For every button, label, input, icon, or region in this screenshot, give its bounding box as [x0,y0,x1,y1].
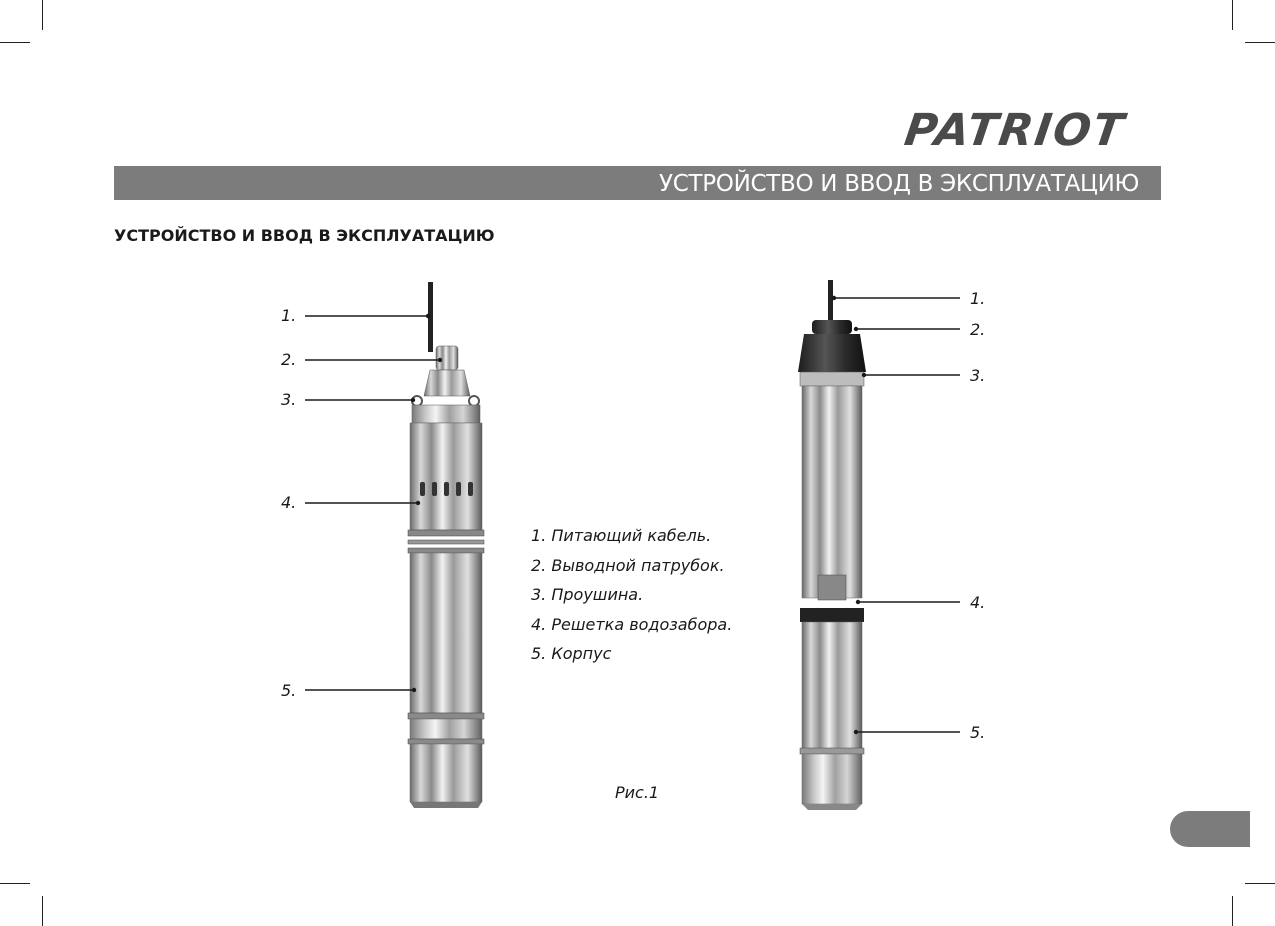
outlet-pipe [812,320,852,334]
legend-item: 5. Корпус [531,644,612,663]
left-callout-3: 3. [281,390,297,409]
right-callout-5: 5. [970,723,986,742]
figure-legend [531,521,732,669]
right-callout-4: 4. [970,593,986,612]
left-callout-1: 1. [281,306,297,325]
left-callout-5: 5. [281,681,297,700]
legend-item: 4. Решетка водозабора. [531,614,733,634]
left-pump [408,282,484,808]
page-number-tab [1170,811,1250,847]
banner-title: УСТРОЙСТВО И ВВОД В ЭКСПЛУАТАЦИЮ [658,171,1139,197]
figure-caption: Рис.1 [615,783,660,802]
section-heading: УСТРОЙСТВО И ВВОД В ЭКСПЛУАТАЦИЮ [114,226,495,245]
patriot-logo: PATRIOT [901,105,1129,156]
legend-item: 3. Проушина. [531,585,644,604]
intake-grille [818,575,846,600]
right-callout-2: 2. [970,320,986,339]
left-callout-4: 4. [281,493,297,512]
lifting-eye [800,372,864,386]
legend-item: 1. Питающий кабель. [531,526,712,545]
right-callout-1: 1. [970,289,986,308]
power-cable [828,280,833,320]
pump-body [410,553,482,713]
left-callout-2: 2. [281,350,297,369]
legend-item: 2. Выводной патрубок. [531,555,725,575]
pump-body [802,622,862,752]
right-callout-3: 3. [970,366,986,385]
